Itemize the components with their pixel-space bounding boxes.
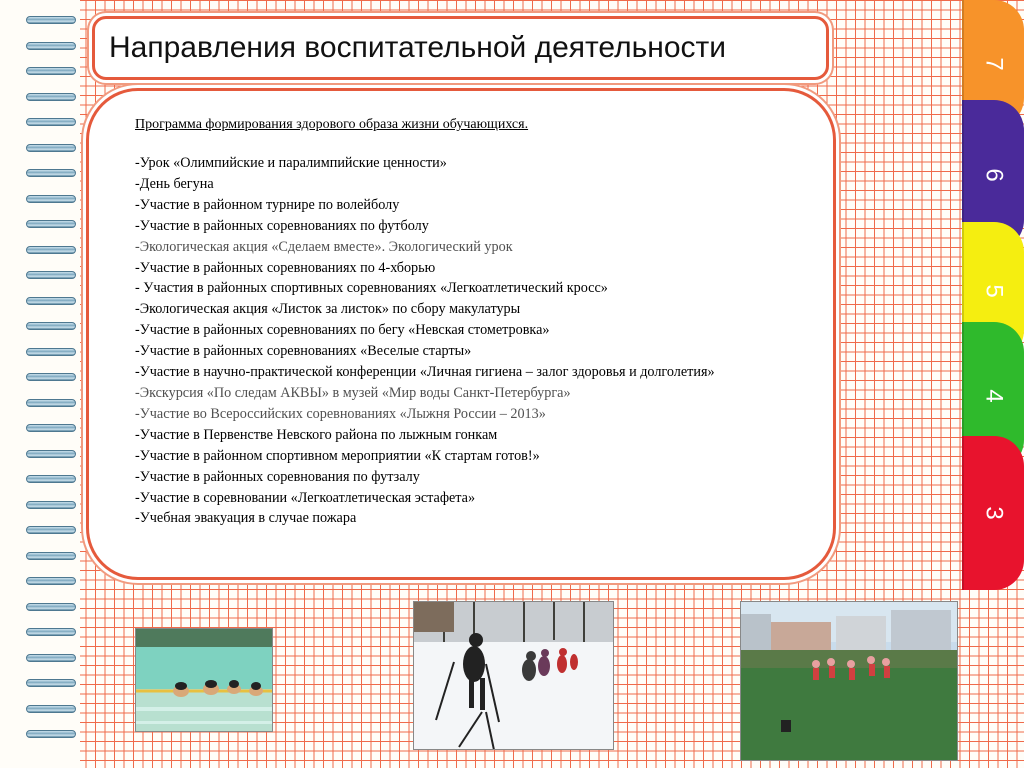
tab-3[interactable] [962, 436, 1024, 590]
binding-ring [26, 144, 76, 152]
binding-ring [26, 297, 76, 305]
binding-ring [26, 628, 76, 636]
list-item: -Участие в районных соревнованиях по футболу [135, 217, 429, 234]
binding-ring [26, 118, 76, 126]
binding-ring [26, 348, 76, 356]
tab-label: 5 [980, 284, 1008, 298]
list-item: -Экскурсия «По следам АКВЫ» в музей «Мир воды Санкт-Петербурга» [135, 384, 571, 401]
binding-ring [26, 67, 76, 75]
list-item: -День бегуна [135, 175, 214, 192]
binding-ring [26, 399, 76, 407]
binding-ring [26, 654, 76, 662]
title-frame [92, 16, 829, 80]
list-item: -Учебная эвакуация в случае пожара [135, 510, 357, 527]
list-item: -Участие во Всероссийских соревнованиях «Лыжня России – 2013» [135, 405, 546, 422]
list-item: -Участие в районных соревнованиях по 4-хборью [135, 259, 436, 276]
binding-ring [26, 424, 76, 432]
binding-ring [26, 475, 76, 483]
binding-ring [26, 246, 76, 254]
binding-ring [26, 220, 76, 228]
binding-ring [26, 679, 76, 687]
page-title: Направления воспитательной деятельности [109, 31, 727, 64]
binding-ring [26, 577, 76, 585]
binding-ring [26, 16, 76, 24]
tab-label: 6 [980, 168, 1008, 182]
list-item: -Участие в районных соревнованиях «Веселые старты» [135, 343, 472, 360]
ski-photo [413, 601, 614, 750]
binding-ring [26, 169, 76, 177]
notebook-binding [0, 0, 80, 768]
tab-label: 4 [980, 389, 1008, 403]
stadium-photo [740, 601, 958, 761]
content-frame [86, 88, 836, 580]
tab-label: 7 [980, 57, 1008, 71]
list-item: -Урок «Олимпийские и паралимпийские ценности» [135, 155, 447, 171]
list-item: - Участия в районных спортивных соревнованиях «Легкоатлетический кросс» [135, 280, 608, 297]
list-item: -Участие в Первенстве Невского района по лыжным гонкам [135, 426, 498, 443]
binding-ring [26, 322, 76, 330]
pool-photo [135, 628, 273, 732]
binding-ring [26, 552, 76, 560]
binding-ring [26, 195, 76, 203]
list-item: -Участие в научно-практической конференции «Личная гигиена – залог здоровья и долголетия» [135, 364, 715, 381]
binding-ring [26, 271, 76, 279]
binding-ring [26, 450, 76, 458]
list-item: -Участие в районном турнире по волейболу [135, 196, 400, 213]
list-item: -Участие в соревновании «Легкоатлетическая эстафета» [135, 489, 476, 506]
binding-ring [26, 373, 76, 381]
program-heading: Программа формирования здорового образа жизни обучающихся. [135, 117, 529, 132]
activity-list [135, 153, 829, 529]
binding-ring [26, 730, 76, 738]
list-item: -Участие в районных соревнованиях по бегу «Невская стометровка» [135, 322, 550, 339]
binding-ring [26, 42, 76, 50]
binding-ring [26, 93, 76, 101]
list-item: -Экологическая акция «Листок за листок» по сбору макулатуры [135, 301, 521, 318]
binding-ring [26, 501, 76, 509]
section-tabs [962, 0, 1024, 592]
binding-ring [26, 603, 76, 611]
binding-ring [26, 705, 76, 713]
list-item: -Экологическая акция «Сделаем вместе». Экологический урок [135, 238, 513, 255]
tab-label: 3 [980, 506, 1008, 520]
binding-ring [26, 526, 76, 534]
list-item: -Участие в районном спортивном мероприятии «К стартам готов!» [135, 447, 540, 464]
list-item: -Участие в районных соревнования по футзалу [135, 468, 420, 485]
